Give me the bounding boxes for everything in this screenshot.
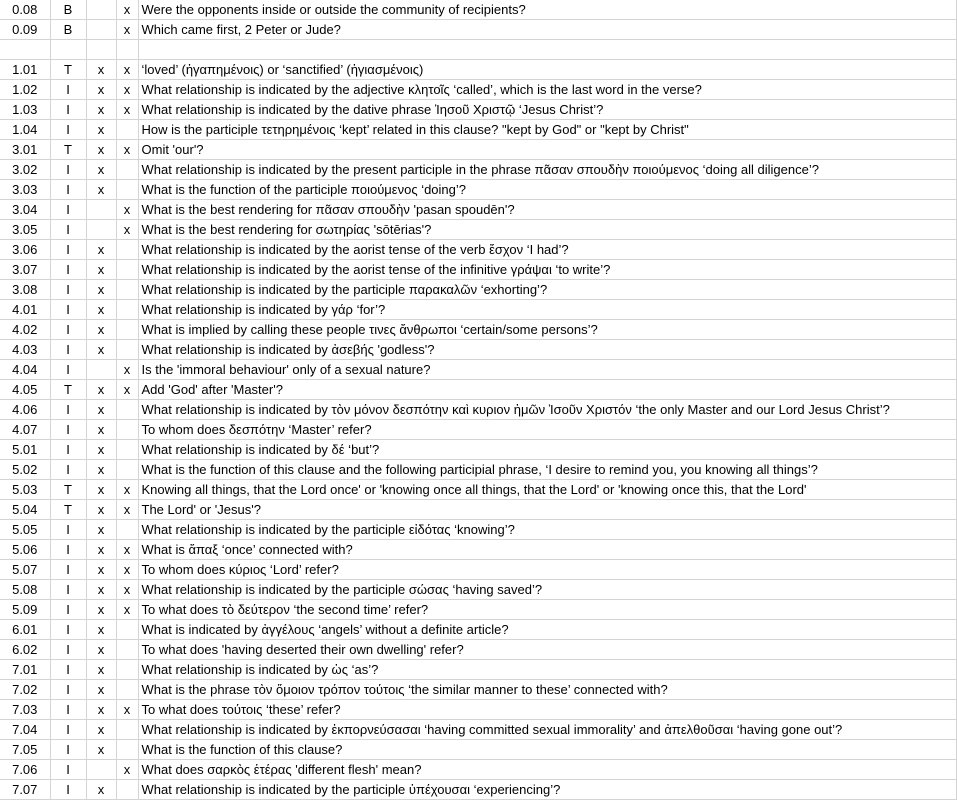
table-row — [0, 480, 957, 500]
cell-flag-a[interactable]: x — [86, 700, 116, 720]
cell-type[interactable]: I — [50, 120, 86, 140]
cell-type[interactable]: I — [50, 680, 86, 700]
cell-flag-a[interactable]: x — [86, 380, 116, 400]
table-row — [0, 780, 957, 800]
cell-question-number[interactable]: 7.01 — [0, 660, 50, 680]
cell-question-text[interactable]: To what does τὸ δεύτερον ‘the second time’ refer? — [138, 600, 957, 620]
cell-question-number[interactable]: 6.02 — [0, 640, 50, 660]
cell-flag-b[interactable]: x — [116, 600, 138, 620]
table-row — [0, 360, 957, 380]
cell-flag-b[interactable] — [116, 520, 138, 540]
cell-flag-b[interactable] — [116, 280, 138, 300]
cell-flag-a[interactable]: x — [86, 500, 116, 520]
cell-question-number[interactable]: 3.08 — [0, 280, 50, 300]
cell-flag-a[interactable] — [86, 220, 116, 240]
cell-type[interactable]: I — [50, 620, 86, 640]
cell-question-text[interactable]: Were the opponents inside or outside the community of recipients? — [138, 0, 957, 20]
cell-question-text[interactable]: What is the function of this clause and the following participial phrase, ‘I desire to remind you, you knowing all things’? — [138, 460, 957, 480]
cell-flag-a[interactable]: x — [86, 320, 116, 340]
cell-flag-b[interactable]: x — [116, 100, 138, 120]
cell-type[interactable]: I — [50, 400, 86, 420]
cell-question-number[interactable]: 4.01 — [0, 300, 50, 320]
cell-question-number[interactable]: 3.05 — [0, 220, 50, 240]
cell-type[interactable]: T — [50, 480, 86, 500]
cell-question-number[interactable]: 3.04 — [0, 200, 50, 220]
cell-question-text[interactable]: What relationship is indicated by γάρ ‘for’? — [138, 300, 957, 320]
table-row — [0, 500, 957, 520]
cell-question-number[interactable]: 3.03 — [0, 180, 50, 200]
cell-question-text[interactable]: What is the function of this clause? — [138, 740, 957, 760]
cell-flag-a[interactable]: x — [86, 400, 116, 420]
table-row — [0, 60, 957, 80]
cell-type[interactable]: I — [50, 360, 86, 380]
cell-flag-b[interactable]: x — [116, 60, 138, 80]
cell-question-text[interactable]: What relationship is indicated by the participle εἰδότας ‘knowing’? — [138, 520, 957, 540]
cell-question-text[interactable]: What is the best rendering for σωτηρίας 'sōtērias'? — [138, 220, 957, 240]
cell-flag-b[interactable] — [116, 240, 138, 260]
cell-type[interactable]: I — [50, 540, 86, 560]
table-row — [0, 100, 957, 120]
cell-flag-a[interactable]: x — [86, 540, 116, 560]
cell-flag-a[interactable]: x — [86, 560, 116, 580]
cell-question-text[interactable]: What relationship is indicated by the adjective κλητοῖς ‘called’, which is the last word in the verse? — [138, 80, 957, 100]
cell-question-text[interactable]: How is the participle τετηρημένοις ‘kept’ related in this clause? "kept by God" or "kept by Christ" — [138, 120, 957, 140]
cell-flag-a[interactable]: x — [86, 780, 116, 800]
cell-question-number[interactable]: 5.03 — [0, 480, 50, 500]
cell-flag-a[interactable]: x — [86, 80, 116, 100]
cell-question-number[interactable]: 7.04 — [0, 720, 50, 740]
cell-type[interactable]: I — [50, 580, 86, 600]
table-row — [0, 760, 957, 780]
cell-type[interactable]: I — [50, 660, 86, 680]
cell-question-text[interactable]: Omit 'our'? — [138, 140, 957, 160]
cell-question-text[interactable]: What is indicated by ἀγγέλους ‘angels’ without a definite article? — [138, 620, 957, 640]
cell-flag-b[interactable]: x — [116, 540, 138, 560]
cell-question-number[interactable]: 6.01 — [0, 620, 50, 640]
cell-flag-a[interactable]: x — [86, 120, 116, 140]
cell-flag-b[interactable] — [116, 720, 138, 740]
table-row — [0, 600, 957, 620]
cell-question-number[interactable]: 5.02 — [0, 460, 50, 480]
cell-flag-b[interactable] — [116, 300, 138, 320]
table-row — [0, 720, 957, 740]
cell-flag-b[interactable] — [116, 680, 138, 700]
cell-question-text[interactable]: What relationship is indicated by τὸν μόνον δεσπότην καὶ κυριον ἡμῶν Ἰσοῦν Χριστόν ‘the only Master and our Lord Jesus Christ’? — [138, 400, 957, 420]
cell-flag-a[interactable] — [86, 40, 116, 60]
cell-question-number[interactable]: 7.07 — [0, 780, 50, 800]
cell-type[interactable]: T — [50, 380, 86, 400]
cell-flag-b[interactable]: x — [116, 20, 138, 40]
cell-flag-b[interactable]: x — [116, 140, 138, 160]
cell-type[interactable]: I — [50, 640, 86, 660]
cell-type[interactable]: I — [50, 340, 86, 360]
cell-flag-b[interactable] — [116, 260, 138, 280]
cell-flag-b[interactable] — [116, 660, 138, 680]
cell-flag-a[interactable]: x — [86, 620, 116, 640]
cell-flag-a[interactable]: x — [86, 140, 116, 160]
cell-question-text[interactable]: To whom does δεσπότην ‘Master’ refer? — [138, 420, 957, 440]
cell-flag-a[interactable]: x — [86, 240, 116, 260]
cell-type[interactable]: I — [50, 460, 86, 480]
cell-type[interactable]: I — [50, 760, 86, 780]
cell-question-number[interactable]: 1.02 — [0, 80, 50, 100]
cell-flag-a[interactable]: x — [86, 440, 116, 460]
cell-question-text[interactable]: What relationship is indicated by the present participle in the phrase πᾶσαν σπουδὴν ποιούμενος ‘doing all diligence’? — [138, 160, 957, 180]
cell-question-number[interactable]: 7.03 — [0, 700, 50, 720]
cell-type[interactable]: I — [50, 780, 86, 800]
cell-question-number[interactable]: 4.06 — [0, 400, 50, 420]
cell-question-number[interactable]: 1.03 — [0, 100, 50, 120]
cell-flag-b[interactable]: x — [116, 0, 138, 20]
cell-flag-b[interactable] — [116, 420, 138, 440]
cell-question-number[interactable]: 3.06 — [0, 240, 50, 260]
cell-flag-a[interactable]: x — [86, 520, 116, 540]
table-row — [0, 180, 957, 200]
cell-flag-a[interactable]: x — [86, 100, 116, 120]
cell-question-text[interactable]: Add 'God' after 'Master'? — [138, 380, 957, 400]
cell-question-number[interactable]: 5.09 — [0, 600, 50, 620]
table-row — [0, 200, 957, 220]
cell-question-text[interactable]: What relationship is indicated by the aorist tense of the infinitive γράψαι ‘to write’? — [138, 260, 957, 280]
cell-question-number[interactable]: 5.04 — [0, 500, 50, 520]
cell-question-text[interactable]: What is the function of the participle ποιούμενος ‘doing’? — [138, 180, 957, 200]
cell-type[interactable]: I — [50, 320, 86, 340]
cell-question-number[interactable] — [0, 40, 50, 60]
cell-question-text[interactable]: To whom does κύριος ‘Lord’ refer? — [138, 560, 957, 580]
cell-question-text[interactable]: What relationship is indicated by ἐκπορνεύσασαι ‘having committed sexual immorality’ and ἀπελθοῦσαι ‘having gone out’? — [138, 720, 957, 740]
cell-type[interactable]: I — [50, 220, 86, 240]
table-row — [0, 580, 957, 600]
cell-flag-a[interactable]: x — [86, 340, 116, 360]
cell-flag-b[interactable] — [116, 740, 138, 760]
cell-flag-a[interactable]: x — [86, 680, 116, 700]
cell-type[interactable]: I — [50, 160, 86, 180]
cell-flag-a[interactable]: x — [86, 280, 116, 300]
cell-type[interactable]: B — [50, 0, 86, 20]
cell-question-number[interactable]: 4.03 — [0, 340, 50, 360]
cell-flag-b[interactable]: x — [116, 560, 138, 580]
cell-question-text[interactable]: What is the phrase τὸν ὅμοιον τρόπον τούτοις ‘the similar manner to these’ connected with? — [138, 680, 957, 700]
table-row — [0, 540, 957, 560]
cell-type[interactable]: I — [50, 720, 86, 740]
cell-question-number[interactable]: 3.01 — [0, 140, 50, 160]
cell-flag-a[interactable] — [86, 760, 116, 780]
table-row — [0, 320, 957, 340]
cell-flag-b[interactable] — [116, 180, 138, 200]
cell-flag-a[interactable]: x — [86, 720, 116, 740]
cell-question-text[interactable]: To what does τούτοις ‘these’ refer? — [138, 700, 957, 720]
cell-question-text[interactable]: What relationship is indicated by ἀσεβής 'godless'? — [138, 340, 957, 360]
cell-flag-a[interactable]: x — [86, 160, 116, 180]
cell-flag-b[interactable]: x — [116, 700, 138, 720]
cell-question-text[interactable]: What relationship is indicated by the dative phrase Ἰησοῦ Χριστῷ ‘Jesus Christ’? — [138, 100, 957, 120]
cell-type[interactable]: I — [50, 560, 86, 580]
cell-flag-a[interactable]: x — [86, 600, 116, 620]
cell-flag-b[interactable]: x — [116, 580, 138, 600]
cell-question-number[interactable]: 5.08 — [0, 580, 50, 600]
table-row — [0, 680, 957, 700]
cell-flag-b[interactable]: x — [116, 200, 138, 220]
table-row — [0, 380, 957, 400]
cell-flag-b[interactable]: x — [116, 380, 138, 400]
cell-flag-b[interactable]: x — [116, 500, 138, 520]
cell-flag-a[interactable]: x — [86, 300, 116, 320]
table-row — [0, 640, 957, 660]
table-row — [0, 0, 957, 20]
cell-flag-b[interactable]: x — [116, 760, 138, 780]
cell-question-text[interactable]: What relationship is indicated by the aorist tense of the verb ἔσχον ‘I had’? — [138, 240, 957, 260]
cell-type[interactable]: T — [50, 140, 86, 160]
cell-type[interactable]: I — [50, 420, 86, 440]
cell-question-text[interactable]: What relationship is indicated by the participle σώσας ‘having saved’? — [138, 580, 957, 600]
table-row — [0, 520, 957, 540]
cell-question-text[interactable]: What does σαρκὸς ἑτέρας 'different flesh' mean? — [138, 760, 957, 780]
cell-type[interactable] — [50, 40, 86, 60]
cell-question-number[interactable]: 5.07 — [0, 560, 50, 580]
table-row — [0, 560, 957, 580]
cell-type[interactable]: I — [50, 80, 86, 100]
table-row — [0, 740, 957, 760]
table-row — [0, 400, 957, 420]
cell-question-text[interactable]: The Lord' or 'Jesus'? — [138, 500, 957, 520]
cell-type[interactable]: I — [50, 200, 86, 220]
table-row — [0, 300, 957, 320]
cell-flag-a[interactable]: x — [86, 480, 116, 500]
cell-flag-b[interactable]: x — [116, 220, 138, 240]
table-row — [0, 160, 957, 180]
cell-flag-b[interactable]: x — [116, 480, 138, 500]
cell-flag-a[interactable]: x — [86, 740, 116, 760]
cell-type[interactable]: I — [50, 520, 86, 540]
cell-question-text[interactable]: What relationship is indicated by ὡς ‘as’? — [138, 660, 957, 680]
cell-question-number[interactable]: 7.02 — [0, 680, 50, 700]
cell-type[interactable]: I — [50, 260, 86, 280]
cell-type[interactable]: T — [50, 60, 86, 80]
cell-type[interactable]: I — [50, 180, 86, 200]
cell-flag-a[interactable]: x — [86, 260, 116, 280]
cell-flag-b[interactable] — [116, 160, 138, 180]
cell-flag-b[interactable] — [116, 320, 138, 340]
table-row — [0, 80, 957, 100]
cell-type[interactable]: T — [50, 500, 86, 520]
cell-flag-a[interactable]: x — [86, 660, 116, 680]
cell-question-number[interactable]: 4.04 — [0, 360, 50, 380]
cell-question-number[interactable]: 5.05 — [0, 520, 50, 540]
cell-flag-a[interactable] — [86, 0, 116, 20]
cell-question-number[interactable]: 7.06 — [0, 760, 50, 780]
cell-type[interactable]: I — [50, 740, 86, 760]
cell-flag-a[interactable]: x — [86, 580, 116, 600]
cell-question-number[interactable]: 4.05 — [0, 380, 50, 400]
table-row — [0, 700, 957, 720]
cell-flag-b[interactable]: x — [116, 360, 138, 380]
cell-flag-b[interactable] — [116, 640, 138, 660]
cell-flag-b[interactable]: x — [116, 80, 138, 100]
cell-question-number[interactable]: 0.09 — [0, 20, 50, 40]
cell-flag-b[interactable] — [116, 460, 138, 480]
cell-question-text[interactable]: Knowing all things, that the Lord once' or 'knowing once all things, that the Lord' or 'knowing once this, that the Lord' — [138, 480, 957, 500]
table-row — [0, 40, 957, 60]
cell-flag-a[interactable]: x — [86, 460, 116, 480]
cell-type[interactable]: I — [50, 100, 86, 120]
cell-question-number[interactable]: 1.04 — [0, 120, 50, 140]
table-row — [0, 340, 957, 360]
cell-question-number[interactable]: 5.06 — [0, 540, 50, 560]
cell-question-text[interactable]: What relationship is indicated by δέ ‘but’? — [138, 440, 957, 460]
cell-type[interactable]: I — [50, 240, 86, 260]
cell-question-number[interactable]: 1.01 — [0, 60, 50, 80]
cell-flag-a[interactable]: x — [86, 180, 116, 200]
cell-type[interactable]: I — [50, 280, 86, 300]
cell-type[interactable]: I — [50, 600, 86, 620]
cell-question-number[interactable]: 3.07 — [0, 260, 50, 280]
table-row — [0, 240, 957, 260]
table-row — [0, 620, 957, 640]
table-row — [0, 120, 957, 140]
cell-type[interactable]: I — [50, 300, 86, 320]
cell-question-text[interactable]: What is ἅπαξ ‘once’ connected with? — [138, 540, 957, 560]
table-row — [0, 420, 957, 440]
cell-flag-a[interactable]: x — [86, 420, 116, 440]
cell-type[interactable]: B — [50, 20, 86, 40]
cell-flag-b[interactable] — [116, 120, 138, 140]
cell-question-text[interactable] — [138, 40, 957, 60]
cell-question-text[interactable]: Is the 'immoral behaviour' only of a sexual nature? — [138, 360, 957, 380]
cell-question-text[interactable]: What relationship is indicated by the participle παρακαλῶν ‘exhorting’? — [138, 280, 957, 300]
cell-question-number[interactable]: 0.08 — [0, 0, 50, 20]
table-row — [0, 20, 957, 40]
cell-question-text[interactable]: Which came first, 2 Peter or Jude? — [138, 20, 957, 40]
cell-type[interactable]: I — [50, 700, 86, 720]
cell-flag-a[interactable]: x — [86, 60, 116, 80]
table-row — [0, 220, 957, 240]
cell-question-text[interactable]: What relationship is indicated by the participle ὑπέχουσαι ‘experiencing’? — [138, 780, 957, 800]
cell-flag-b[interactable] — [116, 400, 138, 420]
cell-flag-a[interactable] — [86, 360, 116, 380]
cell-flag-b[interactable] — [116, 780, 138, 800]
cell-flag-a[interactable] — [86, 20, 116, 40]
table-row — [0, 660, 957, 680]
cell-question-text[interactable]: What is implied by calling these people τινες ἄνθρωποι ‘certain/some persons’? — [138, 320, 957, 340]
table-row — [0, 280, 957, 300]
cell-flag-b[interactable] — [116, 620, 138, 640]
table-row — [0, 460, 957, 480]
cell-type[interactable]: I — [50, 440, 86, 460]
cell-question-number[interactable]: 4.07 — [0, 420, 50, 440]
cell-flag-b[interactable] — [116, 340, 138, 360]
cell-flag-a[interactable] — [86, 200, 116, 220]
cell-question-text[interactable]: ‘loved’ (ἠγαπημένοις) or ‘sanctified’ (ἡγιασμένοις) — [138, 60, 957, 80]
cell-flag-a[interactable]: x — [86, 640, 116, 660]
table-row — [0, 440, 957, 460]
cell-question-text[interactable]: To what does 'having deserted their own dwelling' refer? — [138, 640, 957, 660]
cell-question-number[interactable]: 5.01 — [0, 440, 50, 460]
cell-question-number[interactable]: 4.02 — [0, 320, 50, 340]
cell-flag-b[interactable] — [116, 440, 138, 460]
table-row — [0, 260, 957, 280]
cell-question-text[interactable]: What is the best rendering for πᾶσαν σπουδὴν 'pasan spoudēn'? — [138, 200, 957, 220]
cell-flag-b[interactable] — [116, 40, 138, 60]
cell-question-number[interactable]: 7.05 — [0, 740, 50, 760]
table-row — [0, 140, 957, 160]
cell-question-number[interactable]: 3.02 — [0, 160, 50, 180]
